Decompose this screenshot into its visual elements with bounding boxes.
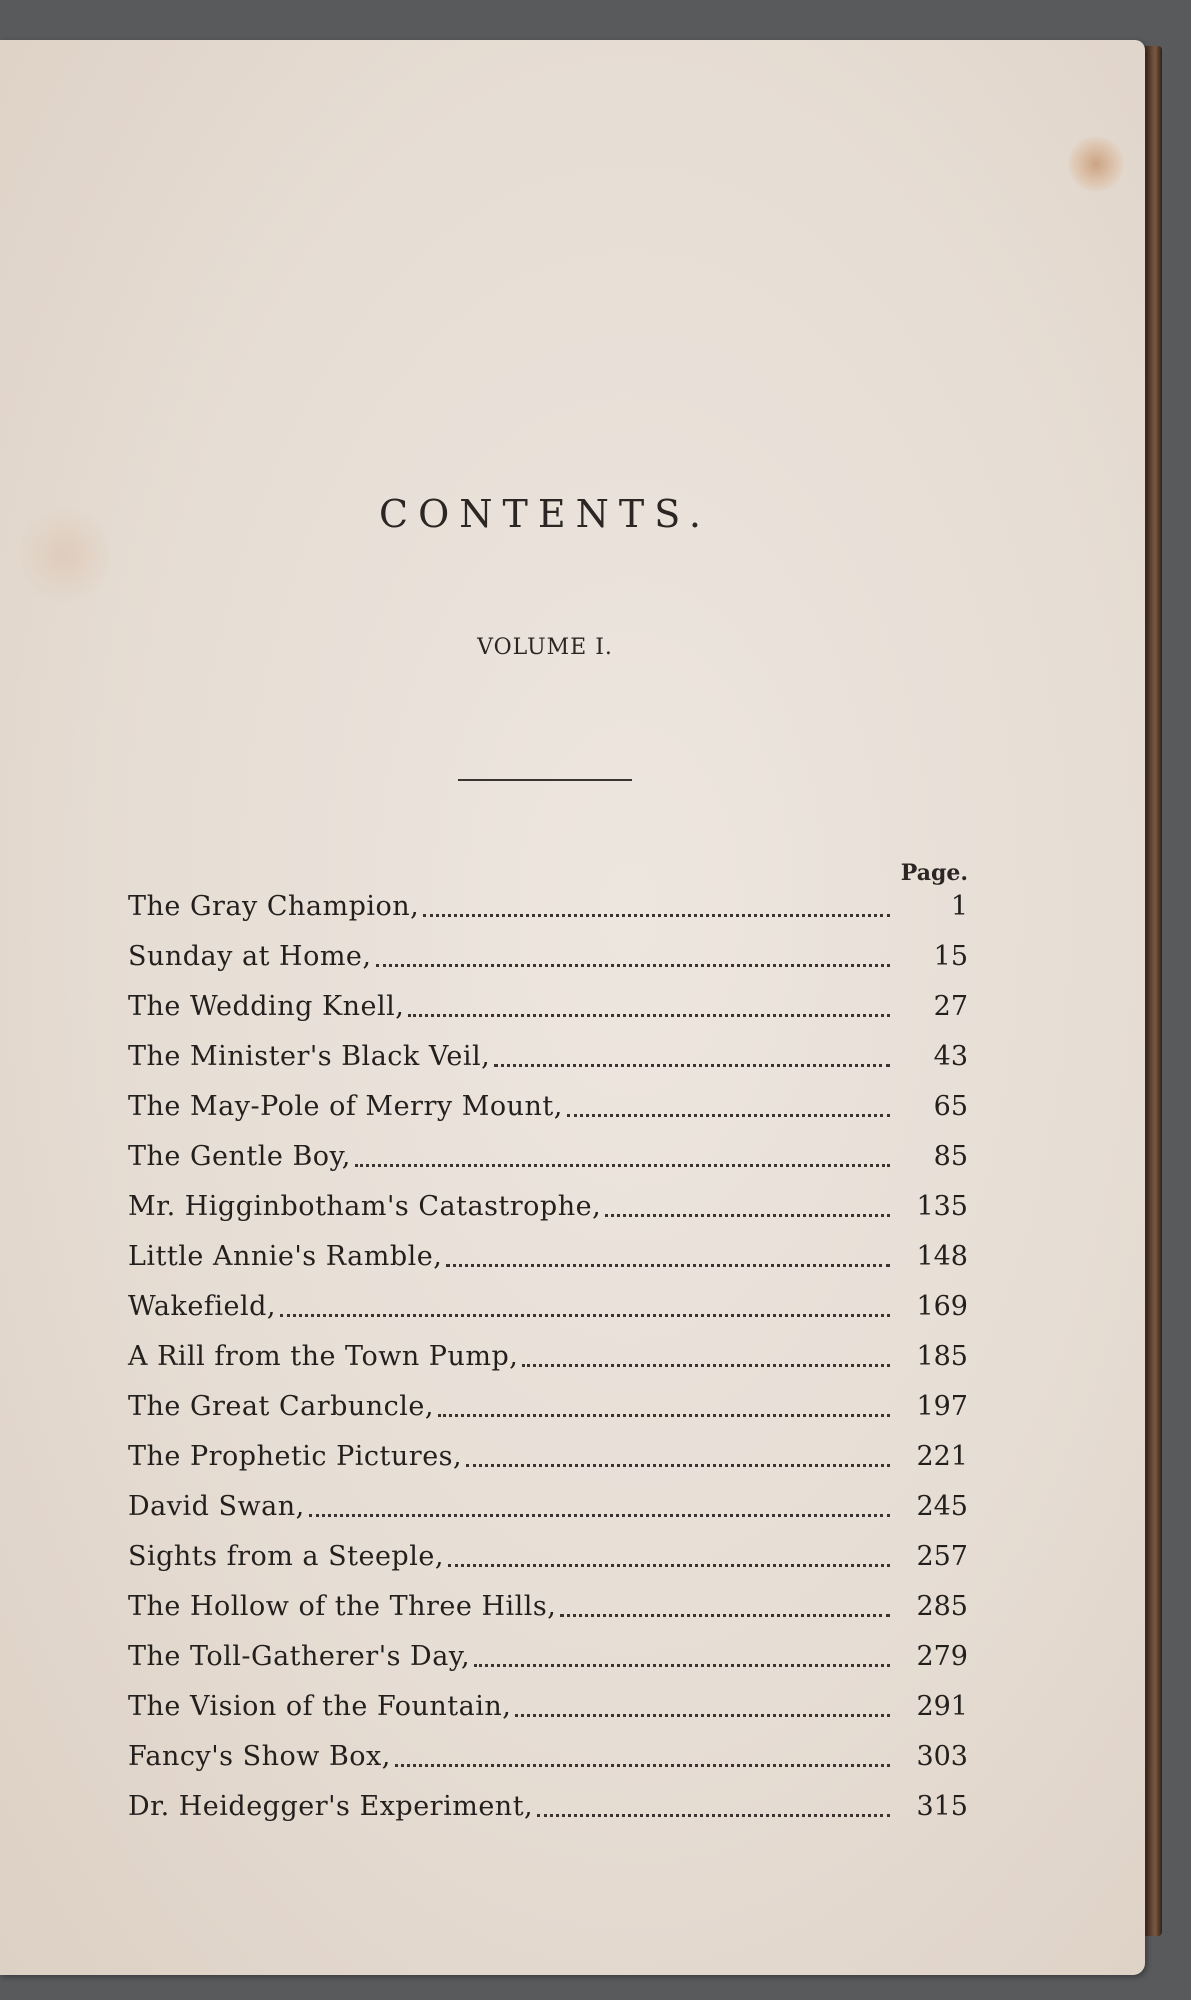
dot-leader: [466, 1464, 890, 1467]
toc-entry-title: Sights from a Steeple,: [128, 1541, 444, 1572]
toc-entry: [128, 1482, 968, 1532]
toc-entry-page: 303: [916, 1741, 968, 1772]
toc-entry-page: 279: [916, 1641, 968, 1672]
toc-entry-title: Mr. Higginbotham's Catastrophe,: [128, 1191, 602, 1222]
table-of-contents: [128, 882, 968, 1832]
toc-entry-page: 315: [916, 1791, 968, 1822]
dot-leader: [446, 1264, 890, 1267]
dot-leader: [537, 1814, 890, 1817]
toc-entry: [128, 1232, 968, 1282]
toc-entry-title: The Great Carbuncle,: [128, 1391, 434, 1422]
toc-entry: [128, 1082, 968, 1132]
toc-entry-page: 169: [916, 1291, 968, 1322]
toc-entry-title: The Gray Champion,: [128, 891, 420, 922]
toc-entry-page: 15: [933, 941, 968, 972]
toc-entry: [128, 1182, 968, 1232]
toc-entry-page: 85: [933, 1141, 968, 1172]
toc-entry-page: 245: [916, 1491, 968, 1522]
toc-entry-page: 1: [950, 891, 968, 922]
dot-leader: [355, 1164, 890, 1167]
toc-entry-title: The May-Pole of Merry Mount,: [128, 1091, 563, 1122]
dot-leader: [376, 964, 891, 967]
dot-leader: [522, 1364, 890, 1367]
toc-entry-page: 291: [916, 1691, 968, 1722]
toc-entry-page: 148: [916, 1241, 968, 1272]
dot-leader: [408, 1014, 890, 1017]
dot-leader: [494, 1064, 890, 1067]
toc-entry: [128, 882, 968, 932]
toc-entry-page: 27: [933, 991, 968, 1022]
toc-entry-title: Wakefield,: [128, 1291, 276, 1322]
toc-entry: [128, 1382, 968, 1432]
toc-entry-title: A Rill from the Town Pump,: [128, 1341, 519, 1372]
divider-rule: [458, 779, 632, 781]
page-column-label: Page.: [900, 860, 968, 886]
toc-entry: [128, 1732, 968, 1782]
dot-leader: [438, 1414, 890, 1417]
toc-entry-page: 285: [916, 1591, 968, 1622]
foxing-stain: [1068, 136, 1124, 192]
dot-leader: [560, 1614, 890, 1617]
toc-entry: [128, 1682, 968, 1732]
dot-leader: [567, 1114, 890, 1117]
toc-entry-title: Sunday at Home,: [128, 941, 372, 972]
dot-leader: [605, 1214, 890, 1217]
toc-entry-title: The Prophetic Pictures,: [128, 1441, 463, 1472]
toc-entry-title: Little Annie's Ramble,: [128, 1241, 443, 1272]
toc-entry-title: The Hollow of the Three Hills,: [128, 1591, 557, 1622]
toc-entry-page: 65: [933, 1091, 968, 1122]
toc-entry: [128, 1032, 968, 1082]
toc-entry: [128, 1632, 968, 1682]
toc-entry-title: Fancy's Show Box,: [128, 1741, 391, 1772]
toc-entry: [128, 1332, 968, 1382]
dot-leader: [474, 1664, 890, 1667]
toc-entry-title: David Swan,: [128, 1491, 305, 1522]
toc-entry-title: Dr. Heidegger's Experiment,: [128, 1791, 534, 1822]
toc-entry-page: 43: [933, 1041, 968, 1072]
toc-entry: [128, 932, 968, 982]
toc-entry-page: 197: [916, 1391, 968, 1422]
dot-leader: [395, 1764, 890, 1767]
toc-entry-title: The Wedding Knell,: [128, 991, 405, 1022]
toc-entry: [128, 1582, 968, 1632]
dot-leader: [423, 914, 890, 917]
volume-heading: VOLUME I.: [477, 635, 613, 660]
toc-entry-title: The Toll-Gatherer's Day,: [128, 1641, 471, 1672]
toc-entry-title: The Minister's Black Veil,: [128, 1041, 491, 1072]
dot-leader: [309, 1514, 890, 1517]
dot-leader: [448, 1564, 890, 1567]
toc-entry: [128, 1132, 968, 1182]
toc-entry: [128, 1282, 968, 1332]
dot-leader: [515, 1714, 890, 1717]
dot-leader: [280, 1314, 890, 1317]
toc-entry: [128, 1782, 968, 1832]
toc-entry-page: 135: [916, 1191, 968, 1222]
toc-entry: [128, 982, 968, 1032]
toc-entry-title: The Gentle Boy,: [128, 1141, 351, 1172]
toc-entry: [128, 1432, 968, 1482]
toc-entry: [128, 1532, 968, 1582]
toc-entry-page: 221: [916, 1441, 968, 1472]
contents-title: CONTENTS.: [379, 492, 711, 536]
toc-entry-page: 257: [916, 1541, 968, 1572]
toc-entry-title: The Vision of the Fountain,: [128, 1691, 512, 1722]
toc-entry-page: 185: [916, 1341, 968, 1372]
